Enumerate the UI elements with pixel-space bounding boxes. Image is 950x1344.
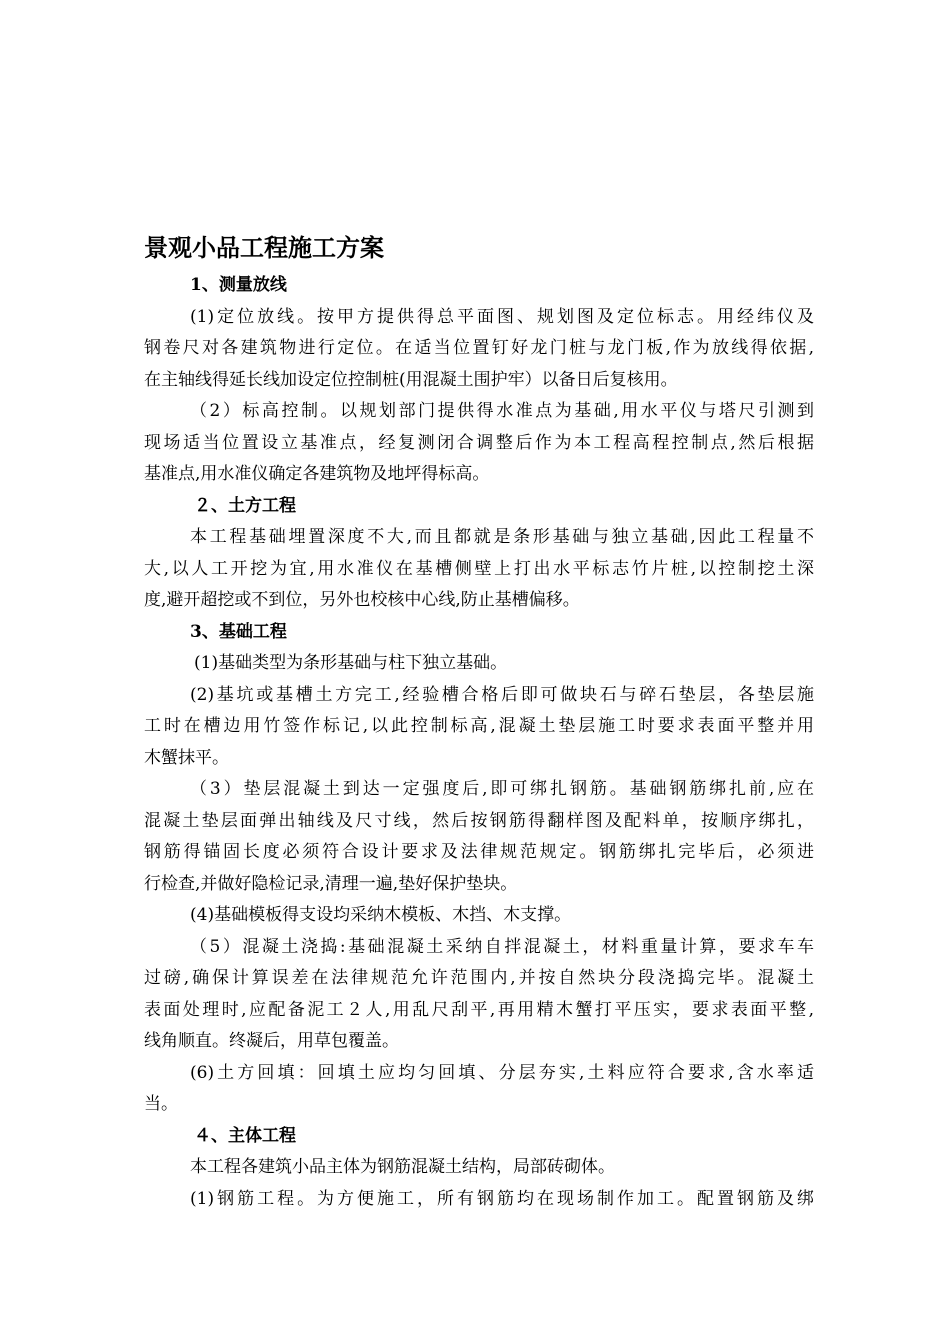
paragraph-line: 基准点,用水准仪确定各建筑物及地坪得标高。 (144, 464, 490, 484)
paragraph-line: 线角顺直。终凝后，用草包覆盖。 (144, 1031, 399, 1051)
paragraph-line: 现场适当位置设立基准点，经复测闭合调整后作为本工程高程控制点,然后根据 (144, 432, 814, 453)
paragraph-line: 混凝土垫层面弹出轴线及尺寸线，然后按钢筋得翻样图及配料单，按顺序绑扎， (144, 810, 814, 831)
paragraph-line: 过磅,确保计算误差在法律规范允许范围内,并按自然块分段浇捣完毕。混凝土 (144, 968, 814, 988)
paragraph-line: (1)定位放线。按甲方提供得总平面图、规划图及定位标志。用经纬仪及 (190, 306, 814, 327)
section-heading-foundation: 3、基础工程 (190, 621, 287, 642)
section-heading-earthwork: ２、土方工程 (194, 495, 296, 516)
paragraph-line: （3）垫层混凝土到达一定强度后,即可绑扎钢筋。基础钢筋绑扎前,应在 (190, 779, 814, 799)
paragraph-line: 钢卷尺对各建筑物进行定位。在适当位置钉好龙门桩与龙门板,作为放线得依据, (144, 338, 814, 358)
paragraph-line: 表面处理时,应配备泥工２人,用乱尺刮平,再用精木蟹打平压实，要求表面平整, (144, 999, 814, 1020)
paragraph-line: 本工程各建筑小品主体为钢筋混凝土结构，局部砖砌体。 (190, 1157, 615, 1177)
section-heading-main-structure: ４、主体工程 (194, 1125, 296, 1146)
paragraph-line: 度,避开超挖或不到位，另外也校核中心线,防止基槽偏移。 (144, 590, 580, 610)
paragraph-line: (6)土方回填：回填土应均匀回填、分层夯实,土料应符合要求,含水率适 (190, 1062, 814, 1083)
paragraph-line: （2）标高控制。以规划部门提供得水准点为基础,用水平仪与塔尺引测到 (190, 401, 814, 421)
document-body (144, 270, 814, 1215)
paragraph-line: 木蟹抹平。 (144, 747, 229, 768)
paragraph-line: 在主轴线得延长线加设定位控制桩(用混凝土围护牢）以备日后复核用。 (144, 369, 678, 390)
paragraph-line: (4)基础模板得支设均采纳木模板、木挡、木支撑。 (190, 905, 572, 925)
paragraph-line: 大,以人工开挖为宜,用水准仪在基槽侧壁上打出水平标志竹片桩,以控制挖土深 (144, 558, 814, 579)
paragraph-line: （5）混凝土浇捣:基础混凝土采纳自拌混凝土，材料重量计算，要求车车 (190, 936, 814, 957)
paragraph-line: (2)基坑或基槽土方完工,经验槽合格后即可做块石与碎石垫层，各垫层施 (190, 684, 814, 705)
paragraph-line: 当。 (144, 1094, 178, 1114)
paragraph-line: (1)基础类型为条形基础与柱下独立基础。 (194, 653, 508, 673)
paragraph-line: (1)钢筋工程。为方便施工，所有钢筋均在现场制作加工。配置钢筋及绑 (190, 1188, 814, 1209)
paragraph-line: 本工程基础埋置深度不大,而且都就是条形基础与独立基础,因此工程量不 (190, 527, 814, 547)
paragraph-line: 钢筋得锚固长度必须符合设计要求及法律规范规定。钢筋绑扎完毕后，必须进 (144, 842, 814, 862)
document-title: 景观小品工程施工方案 (144, 233, 384, 262)
paragraph-line: 行检查,并做好隐检记录,清理一遍,垫好保护垫块。 (144, 873, 518, 894)
section-heading-surveying: 1、测量放线 (190, 275, 287, 295)
paragraph-line: 工时在槽边用竹签作标记,以此控制标高,混凝土垫层施工时要求表面平整并用 (144, 716, 814, 736)
